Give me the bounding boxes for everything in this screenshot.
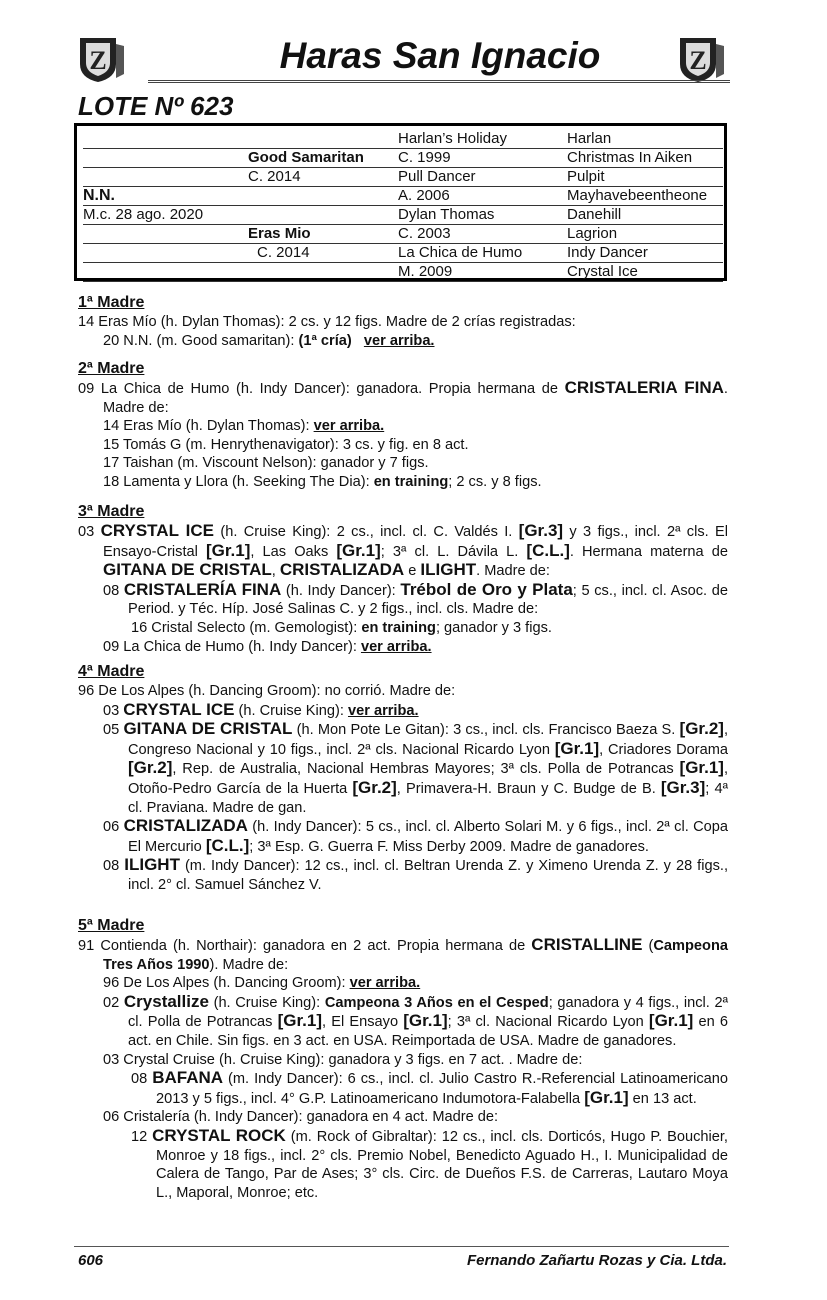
grandsire-sire: Harlan’s Holiday: [398, 130, 507, 147]
section-heading: 3ª Madre: [78, 503, 145, 520]
grandsire-sire-year: C. 1999: [398, 149, 451, 166]
footer-rule: [74, 1246, 729, 1247]
produce-entry: 14 Eras Mío (h. Dylan Thomas): ver arriba.: [103, 418, 385, 435]
dam-entry: 03 CRYSTAL ICE (h. Cruise King): 2 cs., incl. cl. C. Valdés I. [Gr.3] y 3 figs., incl. 2ª cls. El Ensayo-Cristal [Gr.1], Las Oaks [Gr.1]; 3ª cl. L. Dávila L. [C.L.]. Hermana materna de GITANA DE CRISTAL, CRISTALIZADA e ILIGHT. Madre de:: [78, 521, 729, 580]
produce-entry: 05 GITANA DE CRISTAL (h. Mon Pote Le Gitan): 3 cs., incl. cls. Francisco Baeza S. [Gr.2], Congreso Nacional y 10 figs., incl. 2ª cls. Nacional Ricardo Lyon [Gr.1], Criadores Dorama [Gr.2], Rep. de Australia, Nacional Hembras Mayores; 3ª cls. Polla de Potrancas [Gr.1], Otoño-Pedro García de la Huerta [Gr.2], Primavera-H. Braun y C. Budge de B. [Gr.3]; 4ª cl. Praviana. Madre de gan.: [103, 719, 728, 816]
produce-entry: 12 CRYSTAL ROCK (m. Rock of Gibraltar): 12 cs., incl. cls. Dorticós, Hugo P. Bouchier, Monroe y 18 figs., incl. 2° cls. Premio Nobel, Benedicto Aguado H., I. Municipalidad de Calera de Tango, Par de Ases; 3° cls. Circ. de Dueños F.S. de Carreras, Lautaro Moya L., Maporal, Monroe; etc.: [131, 1125, 728, 1201]
dam-entry: 96 De Los Alpes (h. Dancing Groom): no corrió. Madre de:: [78, 683, 456, 699]
dam-entry: 09 La Chica de Humo (h. Indy Dancer): ganadora. Propia hermana de CRISTALERIA FINA. Madre de:: [78, 378, 728, 416]
section-first-dam: [78, 293, 728, 350]
page-number: 606: [78, 1252, 104, 1269]
granddam-dam-year: M. 2009: [398, 263, 453, 280]
company-name: Fernando Zañartu Rozas y Cia. Ltda.: [466, 1252, 727, 1269]
ggdam-1: Christmas In Aiken: [567, 149, 693, 166]
produce-entry: 03 Crystal Cruise (h. Cruise King): ganadora y 3 figs. en 7 act. . Madre de:: [103, 1051, 583, 1068]
section-heading: 5ª Madre: [78, 917, 145, 934]
ggsire-2: Pulpit: [567, 168, 605, 185]
section-heading: 2ª Madre: [78, 360, 145, 377]
section-fourth-dam: [78, 662, 728, 895]
produce-entry: 18 Lamenta y Llora (h. Seeking The Dia): en training; 2 cs. y 8 figs.: [103, 473, 542, 490]
sire-name: Good Samaritan: [248, 149, 364, 166]
logo-letter: Z: [89, 46, 107, 75]
produce-entry: 08 BAFANA (m. Indy Dancer): 6 cs., incl. cl. Julio Castro R.-Referencial Latinoamericano 2013 y 5 figs., incl. 4° G.P. Latinoamericano Indumotora-Falabella [Gr.1] en 13 act.: [131, 1068, 728, 1107]
produce-entry: 06 Cristalería (h. Indy Dancer): ganadora en 4 act. Madre de:: [103, 1109, 499, 1126]
granddam-sire: Pull Dancer: [398, 168, 476, 185]
header-rule: [148, 80, 730, 83]
produce-entry: 03 CRYSTAL ICE (h. Cruise King): ver arriba.: [103, 699, 419, 719]
dam-entry: 91 Contienda (h. Northair): ganadora en 2 act. Propia hermana de CRISTALLINE (Campeona Tres Años 1990). Madre de:: [78, 935, 728, 973]
produce-entry: 02 Crystallize (h. Cruise King): Campeona 3 Años en el Cesped; ganadora y 4 figs., incl. 2ª cl. Polla de Potrancas [Gr.1], El Ensayo [Gr.1]; 3ª cl. Nacional Ricardo Lyon [Gr.1] en 6 act. en Chile. Sin figs. en 3 act. en USA. Reimportada de USA. Madre de ganadores.: [103, 991, 729, 1049]
subject-info: M.c. 28 ago. 2020: [83, 206, 204, 223]
produce-entry: 96 De Los Alpes (h. Dancing Groom): ver arriba.: [103, 975, 421, 992]
granddam-dam: La Chica de Humo: [398, 244, 523, 261]
dam-name: Eras Mio: [248, 225, 311, 242]
granddam-sire-year: A. 2006: [398, 187, 450, 204]
produce-entry: 20 N.N. (m. Good samaritan): (1ª cría) ver arriba.: [103, 332, 435, 349]
subject-name: N.N.: [83, 187, 115, 204]
dam-year: C. 2014: [257, 244, 310, 261]
section-fifth-dam: [78, 916, 728, 1202]
ggsire-4: Indy Dancer: [567, 244, 648, 261]
produce-entry: 17 Taishan (m. Viscount Nelson): ganador y 7 figs.: [103, 455, 429, 472]
pedigree-table: [74, 123, 727, 281]
pedigree-rule: [83, 281, 723, 282]
section-heading: 1ª Madre: [78, 294, 145, 311]
produce-entry: 16 Cristal Selecto (m. Gemologist): en training; ganador y 3 figs.: [131, 619, 552, 636]
produce-entry: 09 La Chica de Humo (h. Indy Dancer): ver arriba.: [103, 638, 432, 655]
ggdam-4: Crystal Ice: [567, 263, 638, 280]
produce-entry: 08 ILIGHT (m. Indy Dancer): 12 cs., incl. cl. Beltran Urenda Z. y Ximeno Urenda Z. y 28 figs., incl. 2° cl. Samuel Sánchez V.: [103, 855, 728, 893]
ggsire-3: Danehill: [567, 206, 622, 223]
see-above-link: ver arriba.: [363, 332, 435, 349]
grandsire-dam: Dylan Thomas: [398, 206, 495, 223]
grandsire-dam-year: C. 2003: [398, 225, 451, 242]
section-third-dam: [78, 502, 728, 656]
lot-number: LOTE Nº 623: [78, 91, 234, 121]
ggsire-1: Harlan: [567, 130, 612, 147]
logo-letter: Z: [689, 46, 707, 75]
section-heading: 4ª Madre: [78, 663, 145, 680]
logo-shield-right: [676, 34, 728, 84]
produce-entry: 06 CRISTALIZADA (h. Indy Dancer): 5 cs., incl. cl. Alberto Solari M. y 6 figs., incl. 2ª cl. Copa El Mercurio [C.L.]; 3ª Esp. G. Guerra F. Miss Derby 2009. Madre de ganadores.: [103, 816, 728, 855]
sire-year: C. 2014: [248, 168, 301, 185]
section-second-dam: [78, 359, 728, 492]
dam-entry: 14 Eras Mío (h. Dylan Thomas): 2 cs. y 12 figs. Madre de 2 crías registradas:: [78, 314, 576, 330]
page-title: Haras San Ignacio: [279, 35, 601, 76]
ggdam-2: Mayhavebeentheone: [567, 187, 708, 204]
ggdam-3: Lagrion: [567, 225, 618, 242]
produce-entry: 15 Tomás G (m. Henrythenavigator): 3 cs. y fig. en 8 act.: [103, 436, 469, 453]
logo-shield-left: [76, 34, 128, 84]
produce-entry: 08 CRISTALERÍA FINA (h. Indy Dancer): Trébol de Oro y Plata; 5 cs., incl. cl. Asoc. de Period. y Téc. Híp. José Salinas C. y 2 figs., incl. cls. Madre de:: [103, 579, 728, 618]
